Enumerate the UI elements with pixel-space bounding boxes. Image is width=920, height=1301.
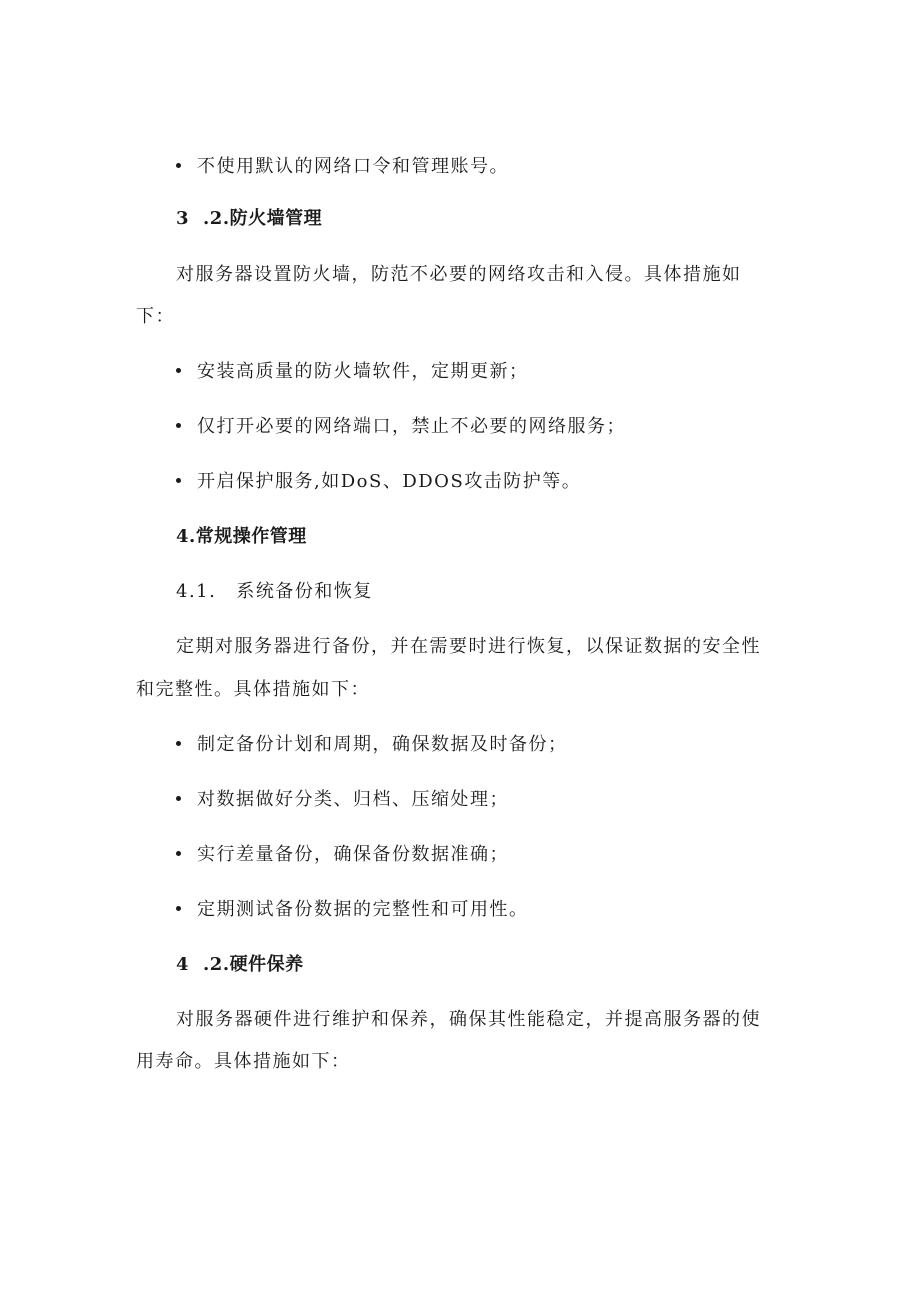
bullet-item: 不使用默认的网络口令和管理账号。	[176, 155, 509, 179]
bullet-dot-icon	[176, 906, 181, 911]
paragraph-line: 用寿命。具体措施如下：	[136, 1051, 351, 1072]
section-heading-4-2: 4 .2.硬件保养	[176, 954, 304, 975]
section-heading-4-1: 4.1. 系统备份和恢复	[176, 581, 373, 602]
bullet-item: 对数据做好分类、归档、压缩处理；	[176, 788, 509, 812]
bullet-item: 开启保护服务,如DoS、DDOS攻击防护等。	[176, 470, 581, 494]
paragraph-line: 定期对服务器进行备份，并在需要时进行恢复，以保证数据的安全性	[176, 636, 761, 657]
bullet-dot-icon	[176, 741, 181, 746]
bullet-dot-icon	[176, 163, 181, 168]
section-heading-4: 4.常规操作管理	[176, 526, 307, 547]
paragraph-line: 对服务器硬件进行维护和保养，确保其性能稳定，并提高服务器的使	[176, 1009, 761, 1030]
bullet-item: 定期测试备份数据的完整性和可用性。	[176, 898, 529, 922]
section-heading-3-2: 3 .2.防火墙管理	[176, 208, 323, 229]
paragraph-line: 和完整性。具体措施如下：	[136, 679, 370, 700]
bullet-dot-icon	[176, 368, 181, 373]
bullet-item: 仅打开必要的网络端口，禁止不必要的网络服务；	[176, 415, 626, 439]
bullet-dot-icon	[176, 478, 181, 483]
bullet-dot-icon	[176, 851, 181, 856]
bullet-dot-icon	[176, 423, 181, 428]
bullet-dot-icon	[176, 796, 181, 801]
bullet-item: 制定备份计划和周期，确保数据及时备份；	[176, 733, 568, 757]
paragraph-line: 对服务器设置防火墙，防范不必要的网络攻击和入侵。具体措施如	[176, 264, 742, 285]
bullet-item: 安装高质量的防火墙软件，定期更新；	[176, 360, 529, 384]
paragraph-line: 下：	[136, 306, 175, 327]
bullet-item: 实行差量备份，确保备份数据准确；	[176, 843, 509, 867]
